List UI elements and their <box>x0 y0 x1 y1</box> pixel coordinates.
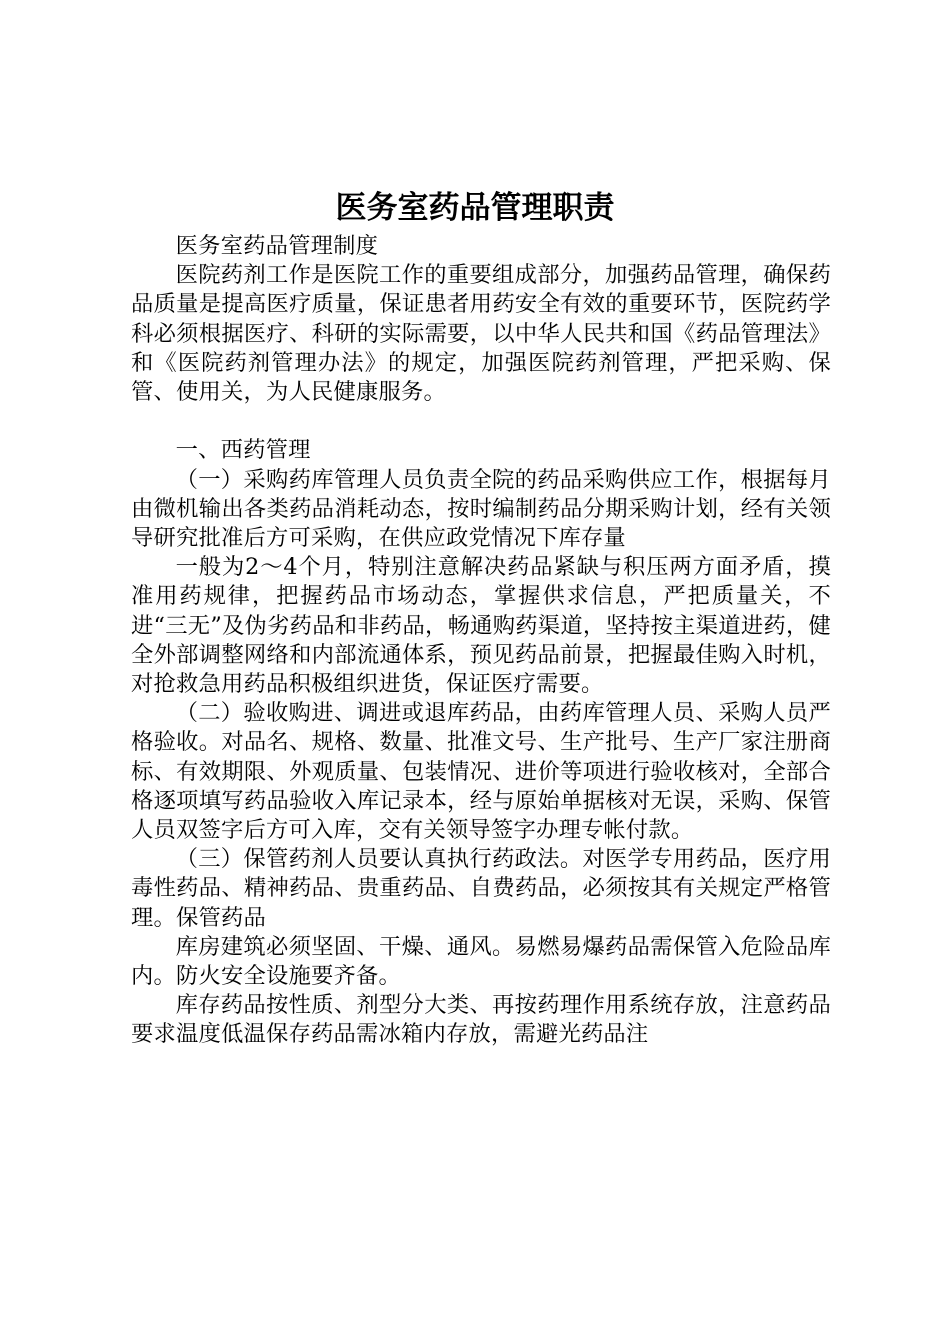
paragraph-classification: 库存药品按性质、剂型分大类、再按药理作用系统存放，注意药品要求温度低温保存药品需冰箱内存放，需避光药品注 <box>131 992 831 1048</box>
document-body <box>131 232 831 1050</box>
paragraph-procurement: （一）采购药库管理人员负责全院的药品采购供应工作，根据每月由微机输出各类药品消耗动态，按时编制药品分期采购计划，经有关领导研究批准后方可采购，在供应政党情况下库存量 <box>131 466 831 552</box>
paragraph-intro: 医院药剂工作是医院工作的重要组成部分，加强药品管理，确保药品质量是提高医疗质量，保证患者用药安全有效的重要环节，医院药学科必须根据医疗、科研的实际需要，以中华人民共和国《药品管理法》和《医院药剂管理办法》的规定，加强医院药剂管理，严把采购、保管、使用关，为人民健康服务。 <box>131 262 831 406</box>
paragraph-storage: （三）保管药剂人员要认真执行药政法。对医学专用药品，医疗用毒性药品、精神药品、贵重药品、自费药品，必须按其有关规定严格管理。保管药品 <box>131 846 831 931</box>
paragraph-inventory-period: 一般为2～4个月，特别注意解决药品紧缺与积压两方面矛盾，摸准用药规律，把握药品市场动态，掌握供求信息，严把质量关，不进“三无”及伪劣药品和非药品，畅通购药渠道，坚持按主渠道进药，健全外部调整网络和内部流通体系，预见药品前景，把握最佳购入时机，对抢救急用药品积极组织进货，保证医疗需要。 <box>131 554 831 698</box>
section-heading-western-medicine: 一、西药管理 <box>175 437 311 464</box>
paragraph-subtitle: 医务室药品管理制度 <box>175 233 379 259</box>
document-title: 医务室药品管理职责 <box>335 190 615 226</box>
paragraph-warehouse: 库房建筑必须坚固、干燥、通风。易燃易爆药品需保管入危险品库内。防火安全设施要齐备。 <box>131 933 831 990</box>
paragraph-acceptance: （二）验收购进、调进或退库药品，由药库管理人员、采购人员严格验收。对品名、规格、数量、批准文号、生产批号、生产厂家注册商标、有效期限、外观质量、包装情况、进价等项进行验收核对，全部合格逐项填写药品验收入库记录本，经与原始单据核对无误，采购、保管人员双签字后方可入库，交有关领导签字办理专帐付款。 <box>131 700 831 844</box>
